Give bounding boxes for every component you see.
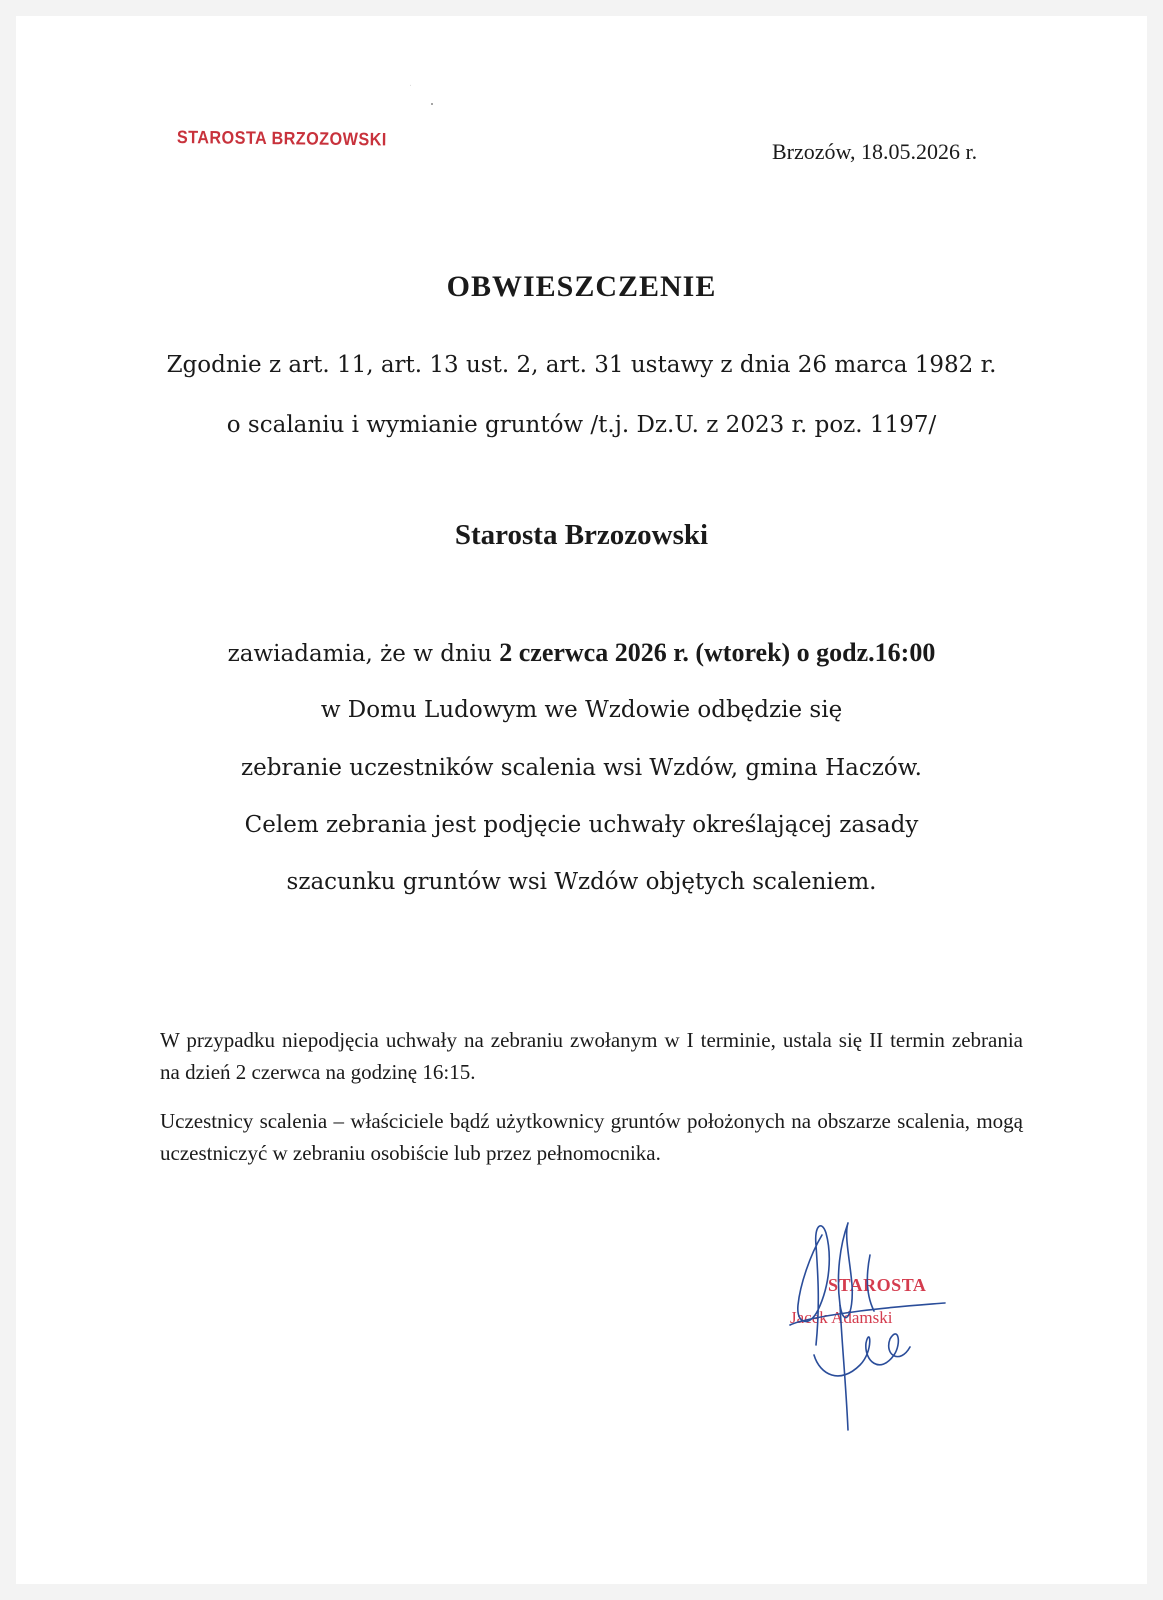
- scan-specks: [410, 80, 450, 110]
- signature-name: Jacek Adamski: [790, 1308, 893, 1327]
- header-stamp: STAROSTA BRZOZOWSKI: [176, 127, 387, 150]
- handwritten-signature: [770, 1215, 970, 1445]
- announcement-prefix: zawiadamia, że w dniu: [227, 641, 500, 667]
- document-page: [16, 16, 1147, 1584]
- announcement-line-3: zebranie uczestników scalenia wsi Wzdów, gmina Haczów.: [241, 755, 922, 781]
- announcement-line-4: Celem zebrania jest podjęcie uchwały określającej zasady: [244, 812, 919, 838]
- place-and-date: Brzozów, 18.05.2026 r.: [772, 139, 978, 164]
- issuer-heading: Starosta Brzozowski: [454, 519, 709, 551]
- second-term-note: W przypadku niepodjęcia uchwały na zebraniu zwołanym w I terminie, ustala się II termin zebrania na dzień 2 czerwca na godzinę 16:15.: [160, 1028, 1023, 1084]
- announcement-line-5: szacunku gruntów wsi Wzdów objętych scaleniem.: [286, 869, 877, 895]
- announcement-line-2: w Domu Ludowym we Wzdowie odbędzie się: [320, 697, 843, 723]
- participants-note: Uczestnicy scalenia – właściciele bądź użytkownicy gruntów położonych na obszarze scalenia, mogą uczestniczyć w zebraniu osobiście lub przez pełnomocnika.: [160, 1109, 1023, 1165]
- meeting-date-time: 2 czerwca 2026 r. (wtorek) o godz.16:00: [499, 638, 936, 667]
- legal-basis-line-1: Zgodnie z art. 11, art. 13 ust. 2, art. 31 ustawy z dnia 26 marca 1982 r.: [166, 352, 997, 378]
- legal-basis-line-2: o scalaniu i wymianie gruntów /t.j. Dz.U. z 2023 r. poz. 1197/: [226, 412, 937, 438]
- signature-role: STAROSTA: [828, 1275, 927, 1295]
- document-title: OBWIESZCZENIE: [446, 270, 717, 303]
- announcement-line-1: [0, 638, 1163, 668]
